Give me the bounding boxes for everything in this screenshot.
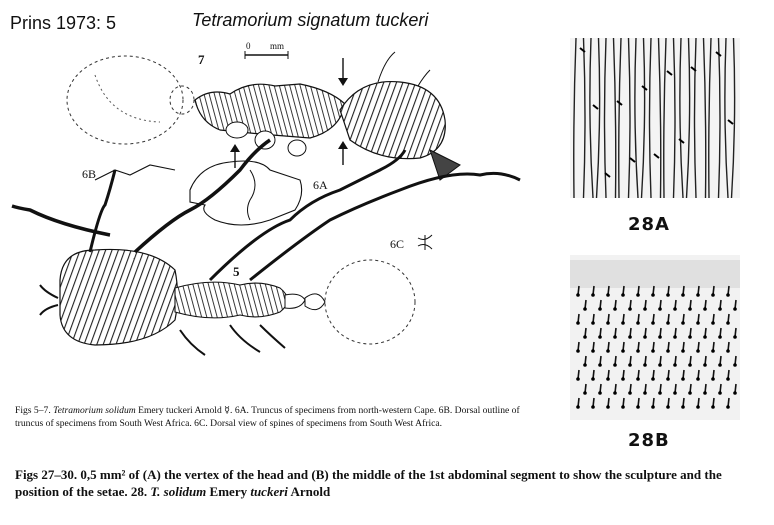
fig7-label: 7 (198, 52, 205, 67)
scale-zero-label: 0 (246, 41, 251, 51)
ant-illustrations (0, 30, 560, 430)
scale-unit-label: mm (270, 41, 285, 51)
fig6b-outline (95, 165, 175, 180)
caption-figs-27-30 (15, 466, 767, 500)
caption-large-suffix: Arnold (287, 484, 331, 499)
caption-large-mid: Emery (206, 484, 251, 499)
caption-figs-5-7 (15, 404, 525, 430)
fig6b-label: 6B (82, 167, 97, 181)
panel-28b-label: 28B (628, 430, 670, 451)
fig5-label: 5 (233, 264, 240, 279)
fig7-lateral-view (67, 51, 460, 180)
fig6c-label: 6C (390, 237, 405, 251)
fig6c-spines (418, 235, 432, 250)
caption-small-rest: Emery tuckeri Arnold ☿. 6A. Truncus of specimens from north-western Cape. 6B. Dorsal outline of truncus of specimens from South West Africa. 6C. Dorsal view of spines of specimens from South West Africa. (15, 405, 520, 429)
caption-small-species: Tetramorium solidum (53, 405, 136, 416)
species-title: Tetramorium signatum tuckeri (192, 10, 429, 30)
panel-28a-label: 28A (628, 214, 670, 235)
fig6a-truncus (190, 161, 302, 225)
source-citation: Prins 1973: 5 (10, 13, 117, 33)
caption-large-sub: tuckeri (250, 484, 288, 499)
panel-28b-image (570, 255, 740, 420)
caption-small-prefix: Figs 5–7. (15, 405, 51, 416)
caption-large-species: T. solidum (150, 484, 207, 499)
fig6a-label: 6A (313, 178, 328, 192)
caption-large-prefix: Figs 27–30. 0,5 mm² of (A) the vertex of the head and (B) the middle of the 1st abdominal segment to show the sculpture and the position of the setae. 28. (15, 467, 722, 499)
panel-28a-image (570, 38, 740, 198)
